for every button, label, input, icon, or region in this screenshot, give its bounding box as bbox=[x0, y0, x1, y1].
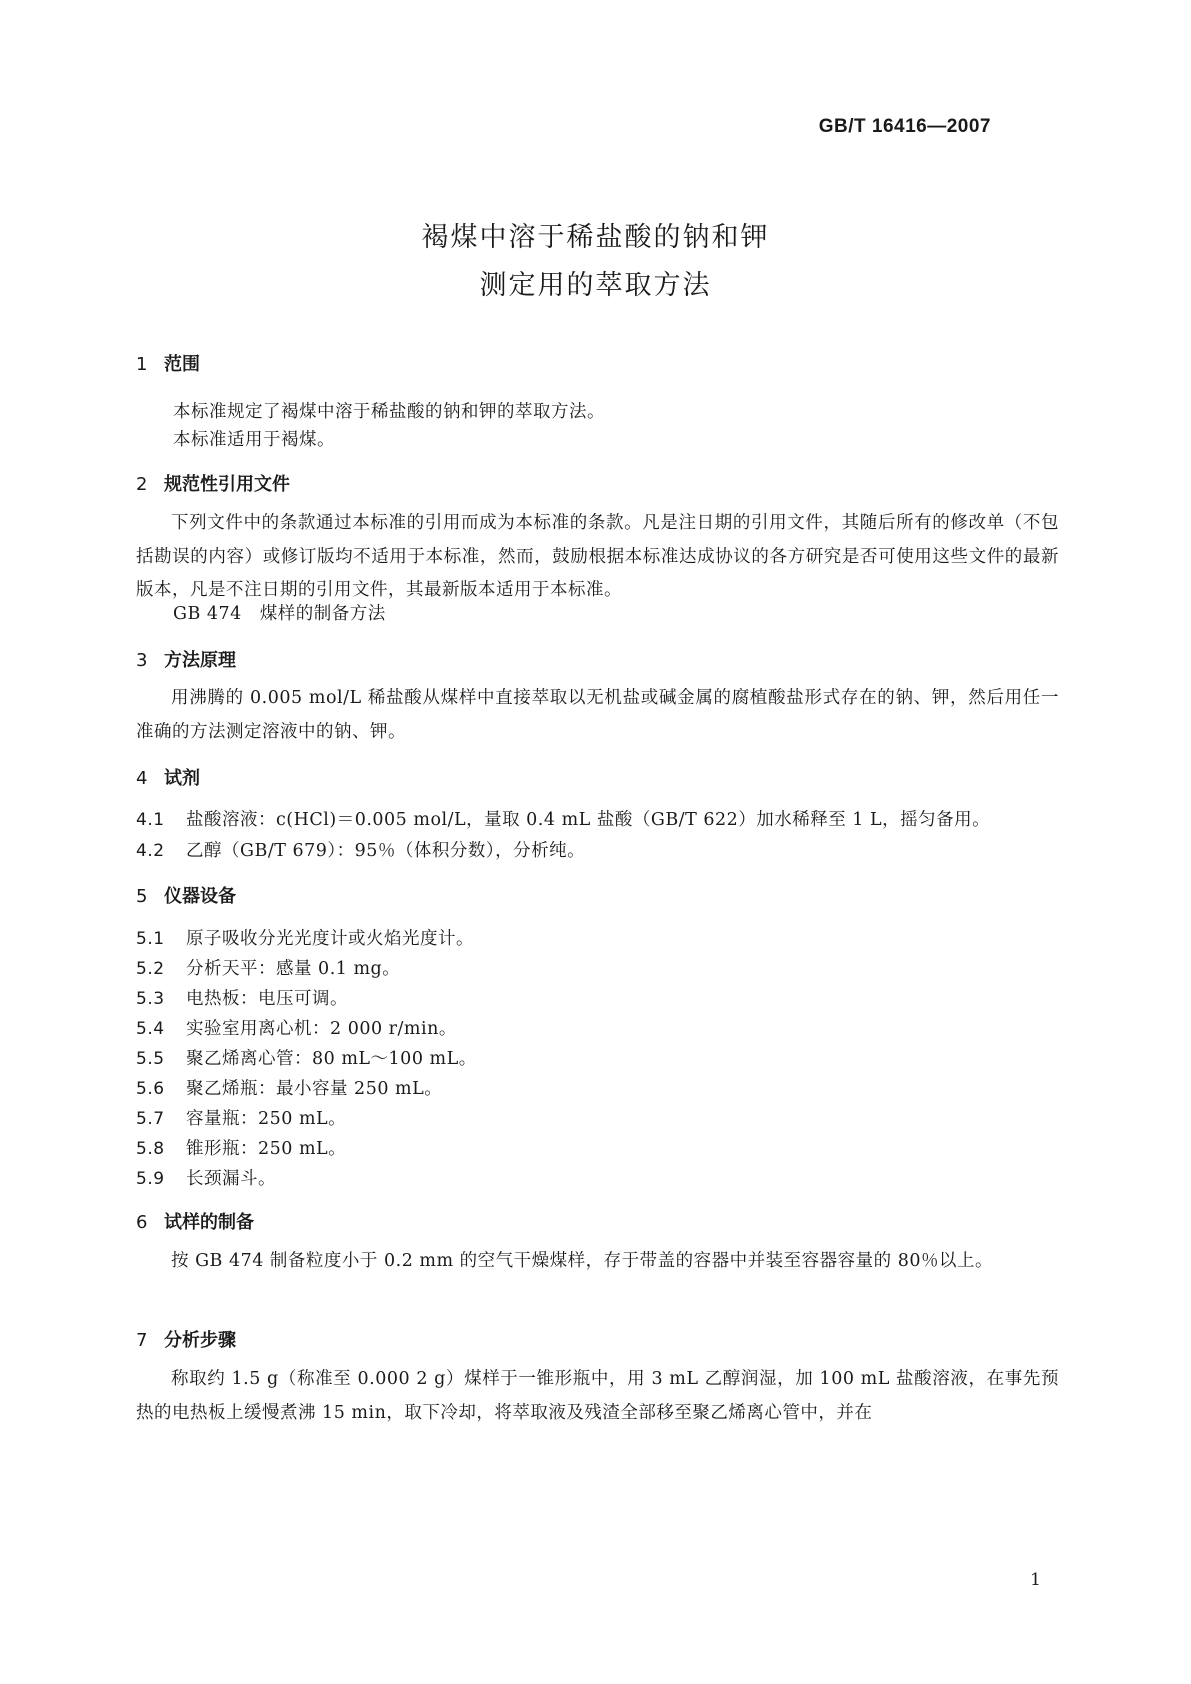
list-item bbox=[136, 806, 990, 831]
item-number: 5.6 bbox=[136, 1079, 165, 1099]
list-item bbox=[136, 1165, 276, 1190]
standard-code: GB/T 16416—2007 bbox=[818, 116, 991, 137]
item-number: 5.5 bbox=[136, 1049, 165, 1069]
section-number: 5 bbox=[136, 886, 148, 907]
section-number: 6 bbox=[136, 1212, 148, 1233]
item-text: 锥形瓶：250 mL。 bbox=[186, 1139, 347, 1159]
section-number: 7 bbox=[136, 1330, 148, 1351]
item-number: 4.2 bbox=[136, 841, 165, 861]
section-title: 规范性引用文件 bbox=[164, 474, 290, 495]
section-5-heading bbox=[136, 882, 236, 908]
section-title: 分析步骤 bbox=[164, 1330, 236, 1351]
section-3-paragraph: 用沸腾的 0.005 mol/L 稀盐酸从煤样中直接萃取以无机盐或碱金属的腐植酸盐形式存在的钠、钾，然后用任一准确的方法测定溶液中的钠、钾。 bbox=[136, 688, 1059, 742]
list-item bbox=[136, 1075, 442, 1100]
list-item bbox=[136, 925, 474, 950]
item-number: 5.4 bbox=[136, 1019, 165, 1039]
item-text: 原子吸收分光光度计或火焰光度计。 bbox=[186, 929, 474, 949]
item-number: 5.3 bbox=[136, 989, 165, 1009]
section-2-heading bbox=[136, 470, 290, 496]
list-item bbox=[136, 1015, 457, 1040]
section-6-paragraph: 按 GB 474 制备粒度小于 0.2 mm 的空气干燥煤样，存于带盖的容器中并装至容器容量的 80％以上。 bbox=[171, 1251, 993, 1271]
section-1-line-1: 本标准规定了褐煤中溶于稀盐酸的钠和钾的萃取方法。 bbox=[173, 402, 605, 422]
section-number: 4 bbox=[136, 768, 148, 789]
item-text: 电热板：电压可调。 bbox=[186, 989, 348, 1009]
item-text: 聚乙烯离心管：80 mL～100 mL。 bbox=[186, 1049, 477, 1069]
item-text: 乙醇（GB/T 679）：95％（体积分数），分析纯。 bbox=[186, 841, 586, 861]
section-number: 1 bbox=[136, 354, 148, 375]
section-6-heading bbox=[136, 1208, 254, 1234]
item-text: 分析天平：感量 0.1 mg。 bbox=[186, 959, 401, 979]
item-number: 4.1 bbox=[136, 810, 165, 830]
section-2-paragraph: 下列文件中的条款通过本标准的引用而成为本标准的条款。凡是注日期的引用文件，其随后所有的修改单（不包括勘误的内容）或修订版均不适用于本标准，然而，鼓励根据本标准达成协议的各方研究是否可使用这些文件的最新版本，凡是不注日期的引用文件，其最新版本适用于本标准。 bbox=[136, 513, 1059, 600]
item-number: 5.8 bbox=[136, 1139, 165, 1159]
list-item bbox=[136, 837, 585, 862]
section-3-heading bbox=[136, 646, 236, 672]
item-number: 5.9 bbox=[136, 1169, 165, 1189]
item-number: 5.2 bbox=[136, 959, 165, 979]
list-item bbox=[136, 1045, 477, 1070]
item-number: 5.7 bbox=[136, 1109, 165, 1129]
list-item bbox=[136, 1105, 346, 1130]
section-1-line-2: 本标准适用于褐煤。 bbox=[173, 430, 335, 450]
section-title: 方法原理 bbox=[164, 650, 236, 671]
section-7-heading bbox=[136, 1326, 236, 1352]
list-item bbox=[136, 1135, 346, 1160]
item-text: 盐酸溶液：c(HCl)＝0.005 mol/L，量取 0.4 mL 盐酸（GB/T 622）加水稀释至 1 L，摇匀备用。 bbox=[186, 810, 991, 830]
section-1-heading bbox=[136, 350, 200, 376]
title-line-1: 褐煤中溶于稀盐酸的钠和钾 bbox=[421, 222, 770, 253]
item-number: 5.1 bbox=[136, 929, 165, 949]
section-title: 范围 bbox=[164, 354, 200, 375]
item-text: 长颈漏斗。 bbox=[186, 1169, 276, 1189]
list-item bbox=[136, 985, 348, 1010]
item-text: 容量瓶：250 mL。 bbox=[186, 1109, 347, 1129]
section-title: 仪器设备 bbox=[164, 886, 236, 907]
item-text: 实验室用离心机：2 000 r/min。 bbox=[186, 1019, 457, 1039]
page-number: 1 bbox=[1030, 1570, 1041, 1590]
section-number: 3 bbox=[136, 650, 148, 671]
section-title: 试样的制备 bbox=[164, 1212, 254, 1233]
item-text: 聚乙烯瓶：最小容量 250 mL。 bbox=[186, 1079, 443, 1099]
section-title: 试剂 bbox=[164, 768, 200, 789]
title-line-2: 测定用的萃取方法 bbox=[479, 270, 712, 301]
reference-item: GB 474 煤样的制备方法 bbox=[173, 604, 386, 624]
list-item bbox=[136, 955, 400, 980]
section-number: 2 bbox=[136, 474, 148, 495]
section-4-heading bbox=[136, 764, 200, 790]
section-7-paragraph: 称取约 1.5 g（称准至 0.000 2 g）煤样于一锥形瓶中，用 3 mL 乙醇润湿，加 100 mL 盐酸溶液，在事先预热的电热板上缓慢煮沸 15 min，取下冷却，将萃取液及残渣全部移至聚乙烯离心管中，并在 bbox=[136, 1369, 1059, 1423]
